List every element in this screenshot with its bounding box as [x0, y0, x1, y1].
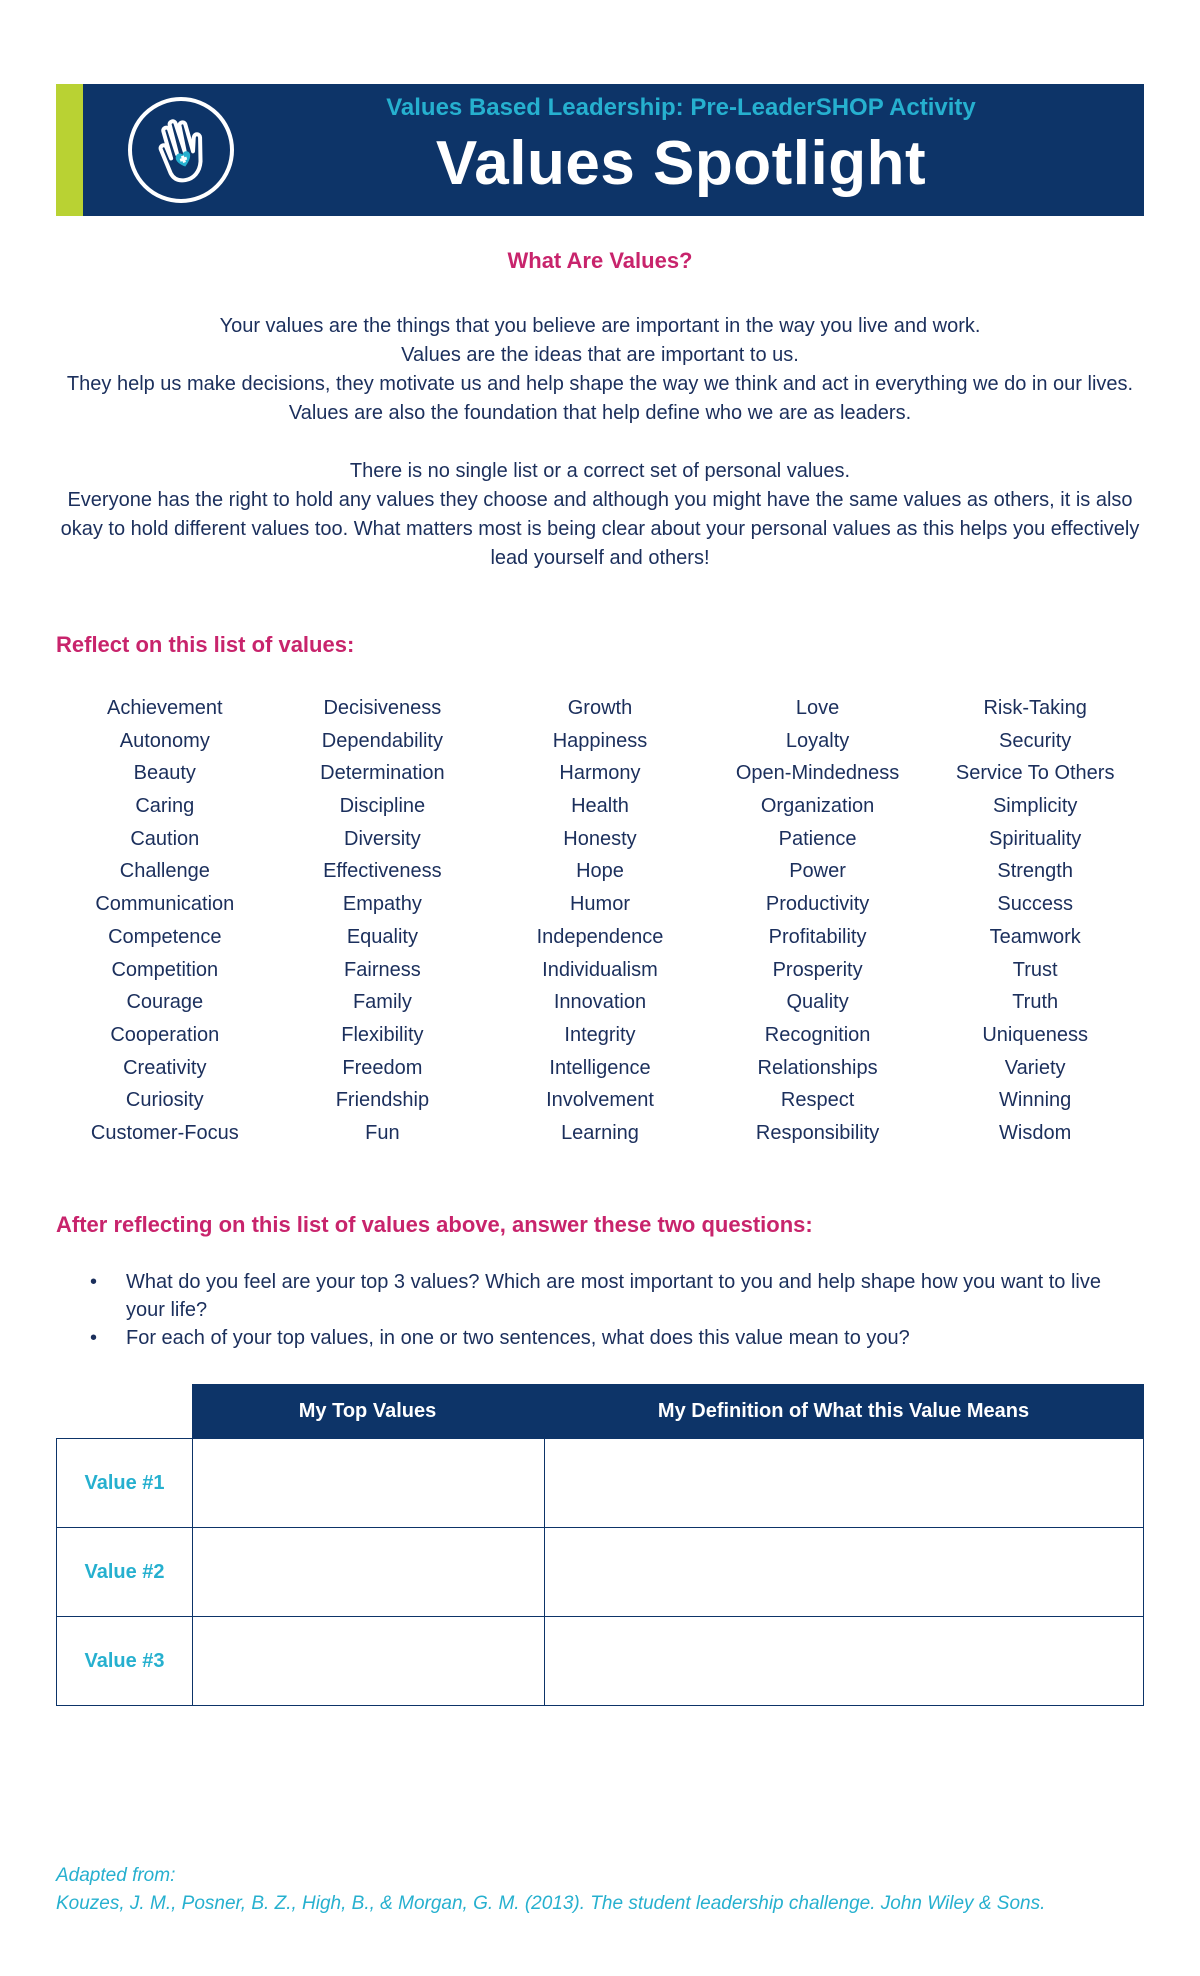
value-item: Intelligence [549, 1056, 651, 1079]
value-item: Determination [320, 762, 445, 785]
value-item: Beauty [133, 762, 196, 785]
questions-heading: After reflecting on this list of values above, answer these two questions: [56, 1212, 813, 1237]
table-row [56, 1616, 1144, 1706]
citation-reference: Kouzes, J. M., Posner, B. Z., High, B., & Morgan, G. M. (2013). The student leadership challenge. John Wiley & Sons. [56, 1893, 1046, 1914]
row-label: Value #3 [57, 1617, 193, 1705]
values-column [709, 692, 927, 1150]
intro-line: They help us make decisions, they motivate us and help shape the way we think and act in everything we do in our lives. Values are also the foundation that help define who we are as leaders. [66, 373, 1134, 424]
value-item: Spirituality [989, 827, 1082, 850]
value-item: Happiness [552, 729, 648, 752]
value-item: Courage [126, 991, 204, 1014]
table-row [56, 1438, 1144, 1528]
value-item: Simplicity [992, 795, 1078, 818]
value-item: Competence [108, 925, 222, 948]
value-item: Caution [130, 827, 200, 850]
value-item: Wisdom [999, 1121, 1072, 1144]
value-item: Risk-Taking [983, 697, 1087, 719]
row-label: Value #1 [57, 1439, 193, 1527]
value-item: Diversity [344, 827, 421, 850]
value-item: Autonomy [119, 729, 210, 752]
value-item: Health [571, 795, 629, 818]
value-item: Profitability [768, 925, 867, 948]
value-item: Productivity [765, 893, 870, 916]
table-header-top-values: My Top Values [192, 1384, 543, 1438]
value-item: Strength [997, 860, 1073, 883]
value-item: Organization [760, 795, 875, 818]
value-item: Fairness [344, 958, 421, 981]
value-item: Decisiveness [323, 697, 442, 719]
value-item: Prosperity [772, 958, 863, 981]
value-item: Challenge [119, 860, 210, 883]
value-item: Friendship [335, 1089, 430, 1112]
value-item: Security [999, 729, 1072, 752]
value-item: Creativity [123, 1056, 207, 1079]
value-item: Independence [536, 925, 664, 948]
value-item: Equality [346, 925, 418, 948]
value-item: Communication [95, 893, 235, 916]
citation-label: Adapted from: [56, 1865, 176, 1886]
header-subtitle: Values Based Leadership: Pre-LeaderSHOP Activity [386, 94, 976, 121]
bullet-icon: • [90, 1271, 98, 1293]
table-row [56, 1527, 1144, 1617]
question-list [80, 1268, 1144, 1352]
top-value-cell[interactable] [193, 1528, 545, 1616]
value-item: Innovation [553, 991, 647, 1014]
value-item: Growth [567, 697, 633, 719]
value-item: Competition [111, 958, 219, 981]
table-header-definition: My Definition of What this Value Means [543, 1384, 1144, 1438]
question-text: What do you feel are your top 3 values? Which are most important to you and help shape how you want to live your life? [126, 1271, 1101, 1321]
value-item: Fun [365, 1121, 400, 1144]
value-item: Power [789, 860, 846, 883]
values-grid [56, 692, 1144, 1150]
value-item: Variety [1004, 1056, 1066, 1079]
value-item: Flexibility [341, 1023, 424, 1046]
value-item: Achievement [106, 697, 223, 719]
question-text: For each of your top values, in one or two sentences, what does this value mean to you? [126, 1327, 910, 1349]
value-item: Quality [786, 991, 849, 1014]
value-item: Customer-Focus [90, 1121, 239, 1144]
question-item [80, 1268, 1144, 1324]
intro-text [56, 312, 1144, 573]
top-value-cell[interactable] [193, 1617, 545, 1705]
header-banner [56, 84, 1144, 216]
value-item: Relationships [757, 1056, 878, 1079]
value-item: Caring [135, 795, 195, 818]
value-item: Harmony [559, 762, 641, 785]
value-item: Success [997, 893, 1073, 916]
value-item: Truth [1012, 991, 1059, 1014]
values-column [926, 692, 1144, 1150]
value-item: Curiosity [125, 1089, 204, 1112]
values-column [56, 692, 274, 1150]
values-column [274, 692, 492, 1150]
value-item: Dependability [321, 729, 443, 752]
value-item: Uniqueness [982, 1023, 1088, 1046]
value-item: Responsibility [755, 1121, 880, 1144]
value-item: Learning [561, 1121, 639, 1144]
value-item: Humor [569, 893, 630, 916]
value-item: Involvement [546, 1089, 654, 1112]
what-are-values-heading: What Are Values? [507, 248, 693, 273]
value-item: Empathy [342, 893, 422, 916]
value-item: Respect [780, 1089, 855, 1112]
value-item: Effectiveness [323, 860, 442, 883]
value-item: Honesty [563, 827, 637, 850]
page-title: Values Spotlight [435, 129, 927, 198]
value-item: Individualism [542, 958, 658, 981]
intro-line: There is no single list or a correct set of personal values. [349, 460, 851, 482]
value-item: Trust [1012, 958, 1058, 981]
intro-line: Values are the ideas that are important to us. [401, 344, 799, 366]
intro-line: Your values are the things that you believe are important in the way you live and work. [219, 315, 981, 337]
value-item: Patience [778, 827, 857, 850]
reflect-heading: Reflect on this list of values: [56, 632, 355, 657]
values-column [491, 692, 709, 1150]
value-item: Integrity [564, 1023, 636, 1046]
top-value-cell[interactable] [193, 1439, 545, 1527]
value-item: Winning [999, 1089, 1072, 1112]
intro-line: Everyone has the right to hold any values they choose and although you might have the same values as others, it is also okay to hold different values too. What matters most is being clear about your personal values as this helps you effectively lead yourself and others! [60, 489, 1140, 569]
value-item: Love [795, 697, 840, 719]
value-item: Recognition [764, 1023, 871, 1046]
hand-heart-icon [126, 95, 236, 205]
value-item: Discipline [339, 795, 426, 818]
value-item: Hope [576, 860, 624, 883]
header-accent-bar [56, 84, 83, 216]
value-item: Teamwork [989, 925, 1081, 948]
bullet-icon: • [90, 1327, 98, 1349]
citation [56, 1862, 1045, 1918]
value-item: Service To Others [955, 762, 1115, 785]
value-item: Family [352, 991, 412, 1014]
question-item [80, 1324, 1144, 1352]
value-item: Freedom [342, 1056, 423, 1079]
value-item: Open-Mindedness [735, 762, 900, 785]
value-item: Loyalty [785, 729, 850, 752]
row-label: Value #2 [57, 1528, 193, 1616]
value-item: Cooperation [110, 1023, 220, 1046]
